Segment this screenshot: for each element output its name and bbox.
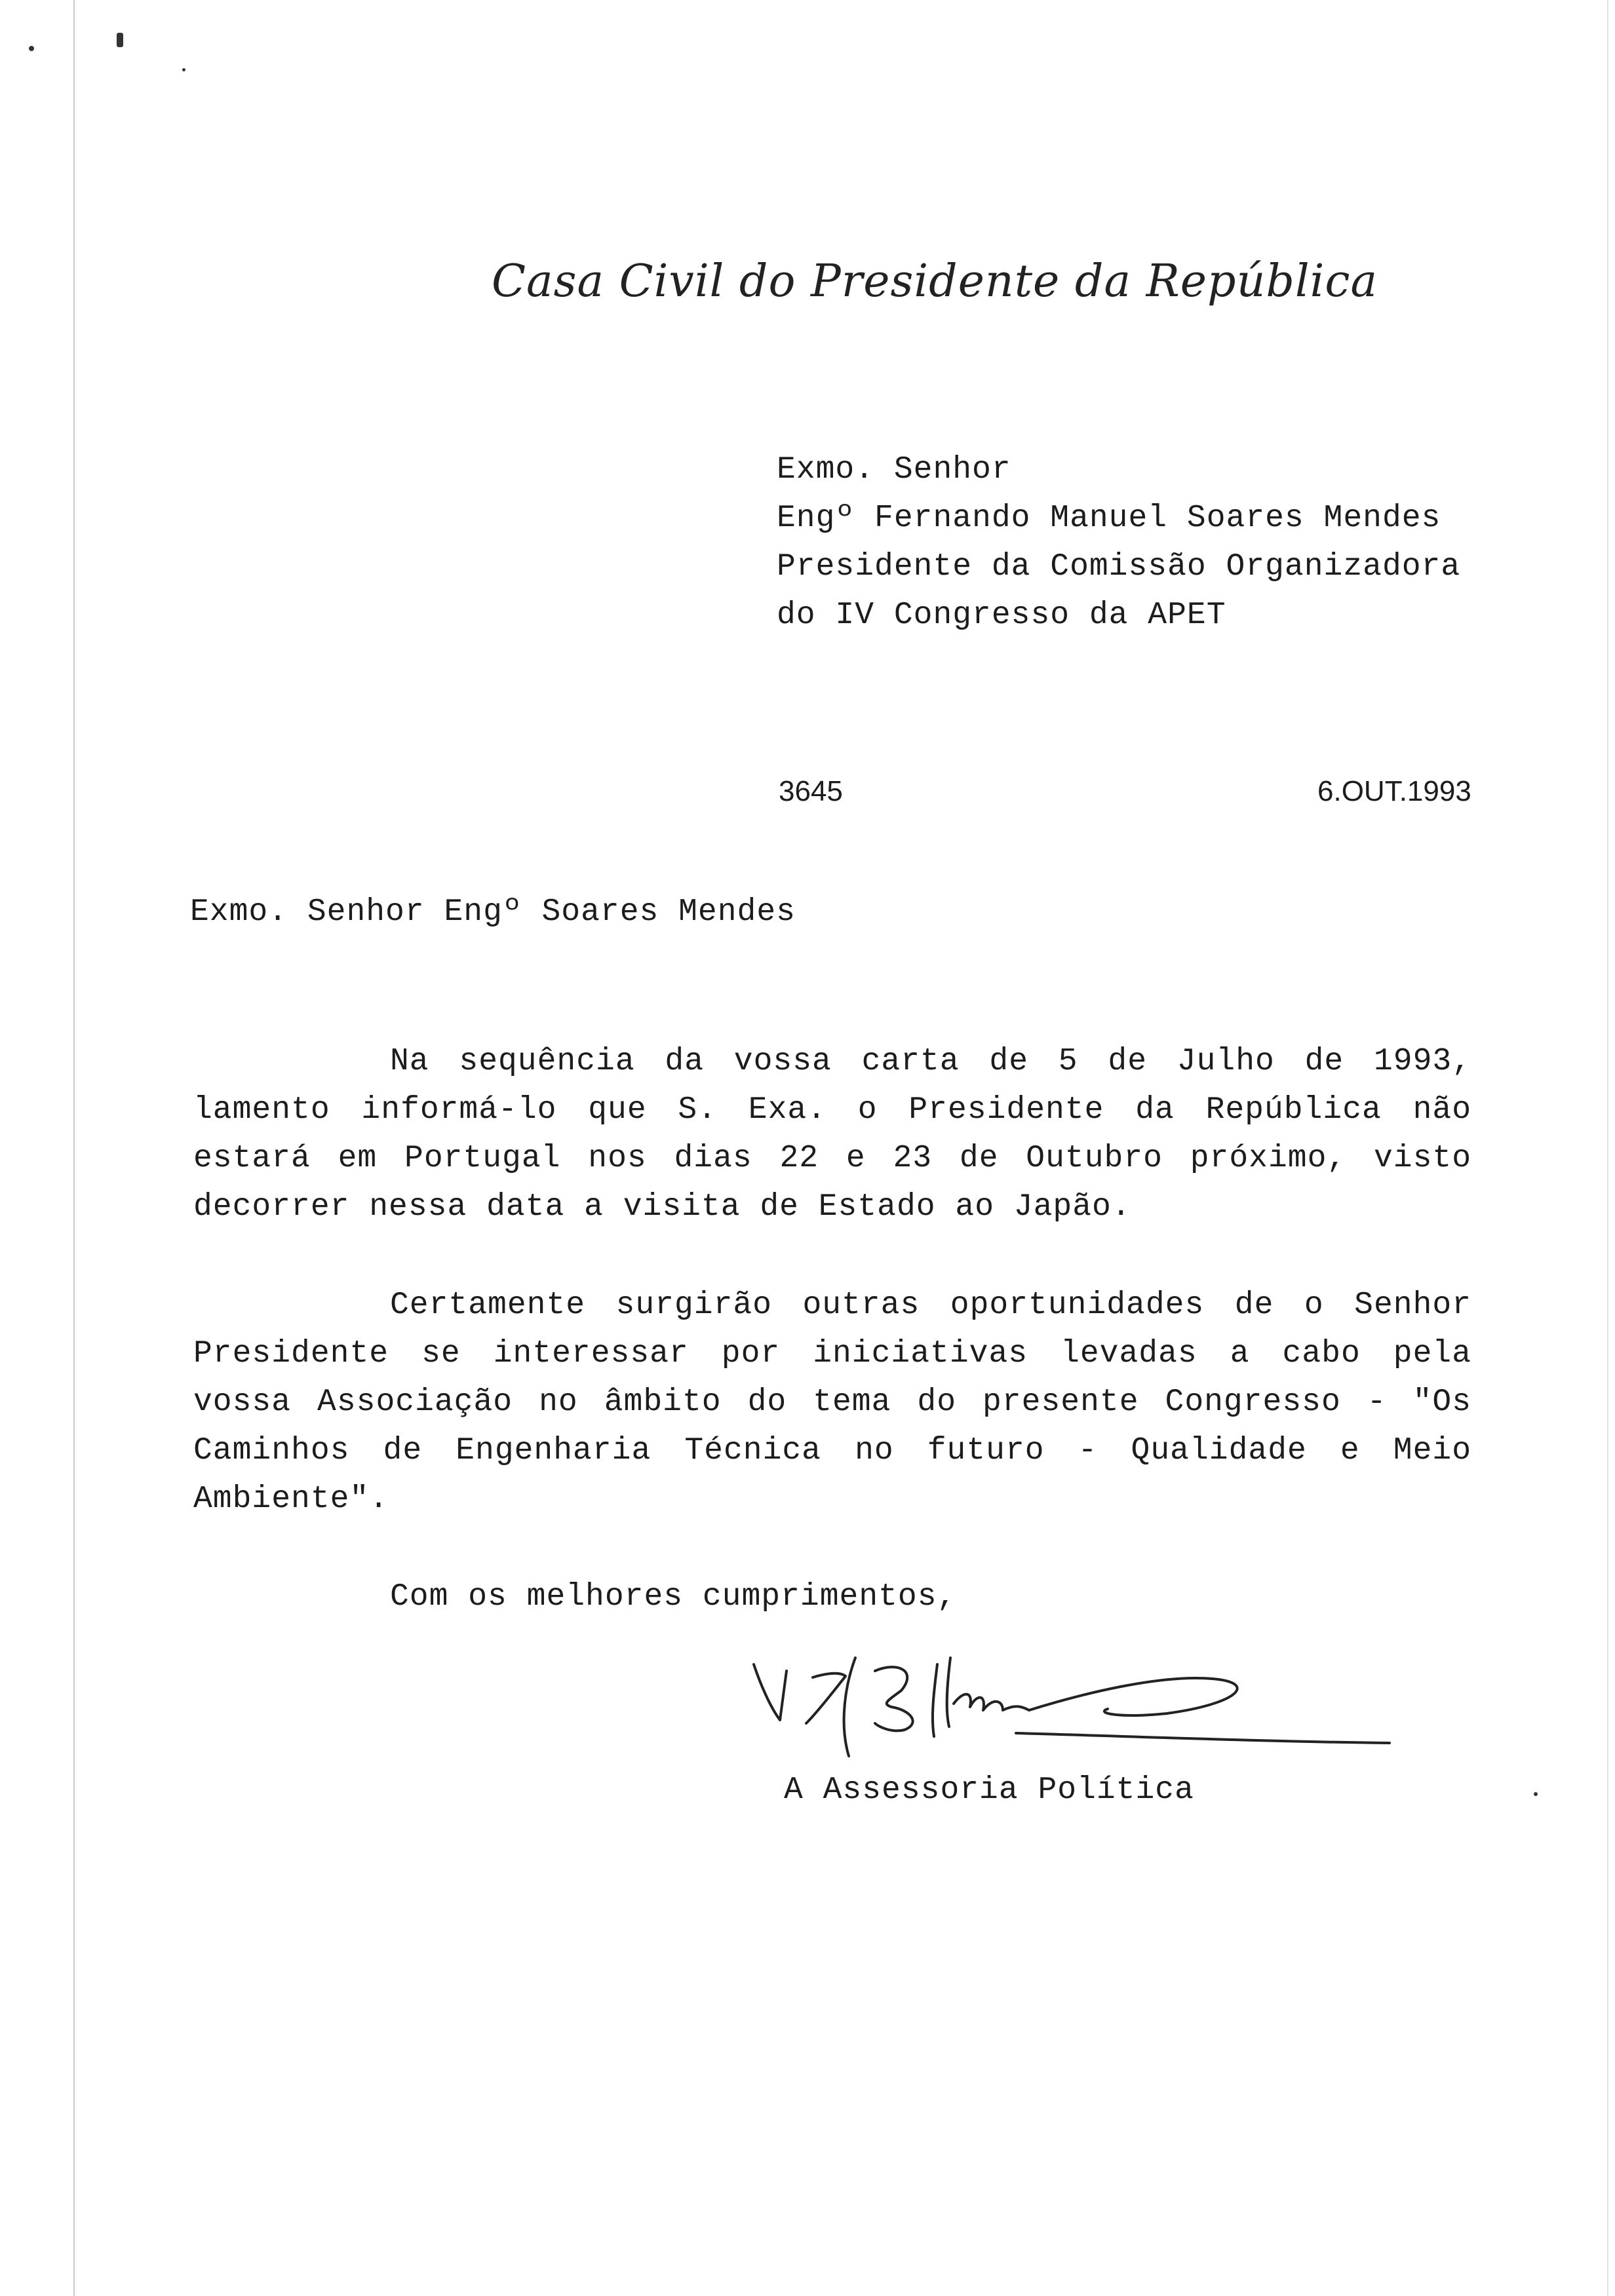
letter-date: 6.OUT.1993 [1317,775,1471,807]
closing-line: Com os melhores cumprimentos, [390,1579,957,1615]
recipient-line: Exmo. Senhor [777,452,1011,488]
scan-speck [117,33,123,47]
scan-margin-line [73,0,75,2296]
scan-speck [29,46,34,51]
reference-number: 3645 [779,775,843,807]
scan-speck [1534,1792,1538,1796]
scan-speck [182,68,185,71]
signer-name: A Assessoria Política [784,1772,1194,1808]
recipient-line: Engº Fernando Manuel Soares Mendes [777,501,1441,536]
body-paragraph: Certamente surgirão outras oportunidades de o Senhor Presidente se interessar por iniciativas levadas a cabo pela vossa Associação no âmbito do tema do presente Congresso - "Os Caminhos de Engenharia Técnica no futuro - Qualidade e Meio Ambiente". [193,1288,1471,1517]
letterhead: Casa Civil do Presidente da República [492,256,1378,307]
recipient-address-block [777,446,1460,640]
scan-right-edge [1607,0,1608,2296]
salutation: Exmo. Senhor Engº Soares Mendes [190,894,796,930]
recipient-line: do IV Congresso da APET [777,598,1226,633]
handwritten-signature [741,1645,1462,1776]
recipient-line: Presidente da Comissão Organizadora [777,549,1461,584]
body-paragraph: Na sequência da vossa carta de 5 de Julho de 1993, lamento informá-lo que S. Exa. o Presidente da República não estará em Portugal nos dias 22 e 23 de Outubro próximo, visto decorrer nessa data a visita de Estado ao Japão. [193,1044,1471,1225]
